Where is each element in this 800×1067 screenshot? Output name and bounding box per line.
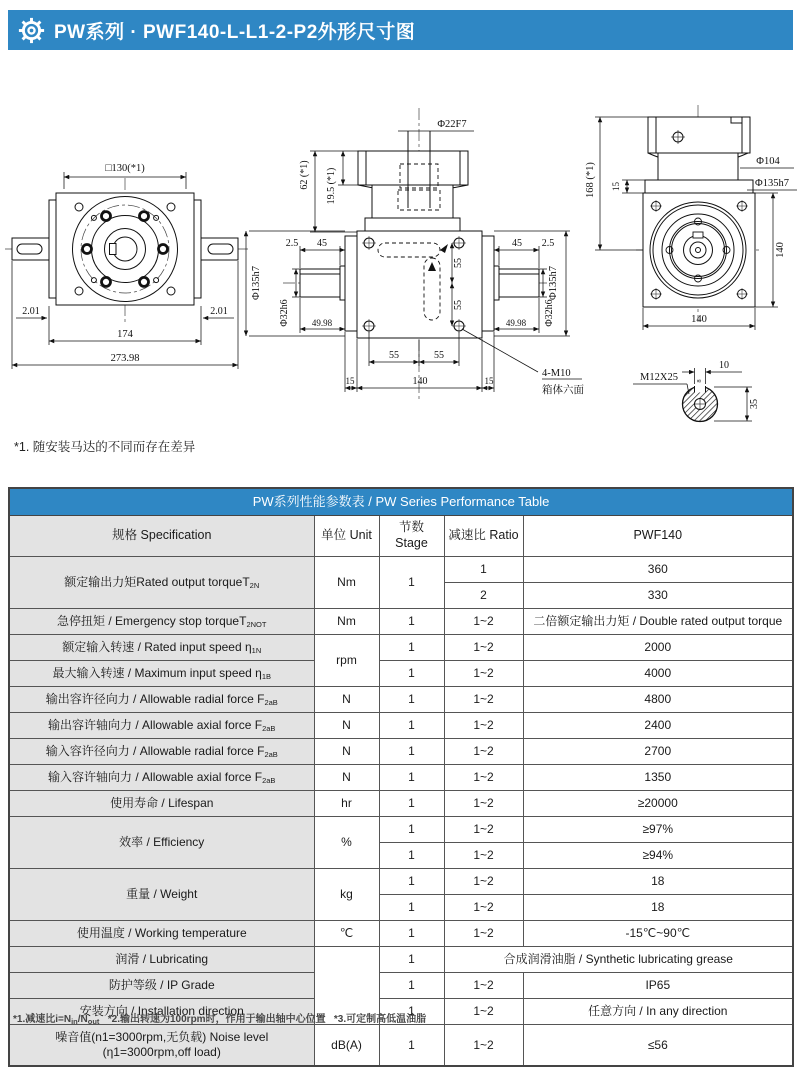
dim-label: 2.01 — [22, 306, 40, 317]
table-cell: hr — [314, 791, 379, 817]
table-cell: 1 — [379, 1025, 444, 1067]
table-row — [9, 947, 793, 973]
table-cell: 最大输入转速 / Maximum input speed $\eta_{1B}$ — [9, 661, 314, 687]
table-cell: 1 — [444, 557, 523, 583]
col-header-model: PWF140 — [523, 516, 793, 557]
dim-label: 140 — [412, 376, 428, 387]
table-row — [9, 973, 793, 999]
table-cell: 1 — [379, 635, 444, 661]
table-cell: 二倍额定输出力矩 / Double rated output torque — [523, 609, 793, 635]
table-cell: Nm — [314, 557, 379, 609]
table-cell: N — [314, 739, 379, 765]
table-row — [9, 739, 793, 765]
footnote: *1.减速比$i=N_{in}/N_{out}$ *2.输出转速为100rpm时，作用于输出轴中心位置 *3.可定制高低温油脂 — [13, 1014, 427, 1026]
table-cell: 1 — [379, 999, 444, 1025]
table-cell: 1 — [379, 765, 444, 791]
table-row — [9, 661, 793, 687]
dim-label: 35 — [749, 399, 760, 409]
dim-label: 45 — [512, 238, 522, 249]
table-row — [9, 1025, 793, 1067]
table-cell: 1 — [379, 895, 444, 921]
table-cell: 1 — [379, 557, 444, 609]
table-cell: 1~2 — [444, 687, 523, 713]
table-cell: 重量 / Weight — [9, 869, 314, 921]
table-cell: 1~2 — [444, 895, 523, 921]
dim-label: 273.98 — [110, 353, 140, 364]
page-title: PW系列 · PWF140-L-L1-2-P2外形尺寸图 — [54, 21, 416, 43]
dim-label: 168 (*1) — [585, 162, 596, 198]
table-cell: 输出容许轴向力 / Allowable axial force $F_{2aB}$ — [9, 713, 314, 739]
table-cell: 1 — [379, 739, 444, 765]
dim-label: 49.98 — [311, 318, 333, 328]
dim-label: 19.5 (*1) — [326, 167, 337, 205]
table-row — [9, 635, 793, 661]
dim-label: 55 — [453, 258, 464, 268]
table-cell: 4000 — [523, 661, 793, 687]
table-cell: 1~2 — [444, 921, 523, 947]
dim-label: 55 — [434, 350, 444, 361]
table-row — [9, 791, 793, 817]
table-cell: 1~2 — [444, 869, 523, 895]
table-cell: 润滑 / Lubricating — [9, 947, 314, 973]
table-cell: 1~2 — [444, 765, 523, 791]
table-cell: 4800 — [523, 687, 793, 713]
table-cell: N — [314, 765, 379, 791]
table-row — [9, 713, 793, 739]
table-cell: 1 — [379, 921, 444, 947]
dim-label: 4-M10 — [542, 368, 571, 379]
table-cell: 使用温度 / Working temperature — [9, 921, 314, 947]
dim-label: Φ104 — [756, 156, 780, 167]
table-cell: 额定输出力矩Rated output torqueT$_{2N}$ — [9, 557, 314, 609]
table-row — [9, 921, 793, 947]
dim-label: □130(*1) — [105, 163, 145, 174]
table-cell: 输出容许径向力 / Allowable radial force $F_{2aB}$ — [9, 687, 314, 713]
front-view — [5, 163, 250, 369]
table-cell: 1 — [379, 791, 444, 817]
table-cell: 1~2 — [444, 635, 523, 661]
table-cell: 输入容许轴向力 / Allowable axial force $F_{2aB}$ — [9, 765, 314, 791]
table-cell: 1 — [379, 713, 444, 739]
table-row — [9, 817, 793, 843]
table-cell: 1~2 — [444, 973, 523, 999]
table-cell: 18 — [523, 895, 793, 921]
drawing-note: *1. 随安装马达的不同而存在差异 — [14, 440, 196, 454]
col-header-unit: 单位 Unit — [314, 516, 379, 557]
col-header-stage: 节数 Stage — [379, 516, 444, 557]
dim-label: 174 — [117, 329, 133, 340]
table-cell: 2400 — [523, 713, 793, 739]
dim-label: 140 — [775, 242, 786, 258]
dim-label: 55 — [453, 300, 464, 310]
table-row — [9, 609, 793, 635]
dim-label: 8 — [696, 379, 703, 383]
table-cell: 噪音值(n1=3000rpm,无负载) Noise level (η1=3000rpm,off load) — [9, 1025, 314, 1067]
table-cell: 1 — [379, 869, 444, 895]
dim-label: 10 — [719, 360, 729, 371]
table-row — [9, 557, 793, 583]
table-cell: ≥94% — [523, 843, 793, 869]
dim-label: 45 — [317, 238, 327, 249]
table-cell: 额定输入转速 / Rated input speed $\eta_{1N}$ — [9, 635, 314, 661]
table-cell: 任意方向 / In any direction — [523, 999, 793, 1025]
dim-label: 49.98 — [505, 318, 527, 328]
table-cell: 1~2 — [444, 999, 523, 1025]
table-cell: 防护等级 / IP Grade — [9, 973, 314, 999]
table-cell: rpm — [314, 635, 379, 687]
dim-label: 15 — [611, 182, 621, 191]
table-cell: 合成润滑油脂 / Synthetic lubricating grease — [444, 947, 793, 973]
table-cell: 1~2 — [444, 609, 523, 635]
table-cell: % — [314, 817, 379, 869]
table-cell: 2700 — [523, 739, 793, 765]
table-row — [9, 687, 793, 713]
performance-table — [8, 487, 792, 1067]
dim-label: 2.01 — [210, 306, 228, 317]
table-cell: 1~2 — [444, 739, 523, 765]
col-header-ratio: 减速比 Ratio — [444, 516, 523, 557]
dim-label: 55 — [389, 350, 399, 361]
dim-label: 2.5 — [541, 238, 555, 249]
col-header-spec: 规格 Specification — [9, 516, 314, 557]
table-cell: 360 — [523, 557, 793, 583]
table-cell: 1 — [379, 947, 444, 973]
table-cell: 1 — [379, 843, 444, 869]
table-cell: 2000 — [523, 635, 793, 661]
table-cell: 急停扭矩 / Emergency stop torqueT$_{2NOT}$ — [9, 609, 314, 635]
table-cell: 1 — [379, 973, 444, 999]
table-title: PW系列性能参数表 / PW Series Performance Table — [9, 488, 793, 516]
table-cell: 1 — [379, 661, 444, 687]
table-cell: 1~2 — [444, 713, 523, 739]
table-cell: 1~2 — [444, 661, 523, 687]
table-cell: 1350 — [523, 765, 793, 791]
table-cell: 330 — [523, 583, 793, 609]
table-cell: 1 — [379, 609, 444, 635]
table-cell: N — [314, 713, 379, 739]
dim-label: Φ32h6 — [544, 299, 555, 327]
table-cell: 18 — [523, 869, 793, 895]
table-cell: 1~2 — [444, 1025, 523, 1067]
dim-label: 2.5 — [285, 238, 299, 249]
table-cell: 1~2 — [444, 843, 523, 869]
dimension-drawing — [0, 0, 800, 470]
table-cell: 1 — [379, 687, 444, 713]
table-cell: N — [314, 687, 379, 713]
dim-label: Φ22F7 — [437, 119, 467, 130]
dim-label: 15 — [484, 376, 494, 386]
side-view — [246, 108, 584, 400]
table-cell: dB(A) — [314, 1025, 379, 1067]
dim-label: 62 (*1) — [299, 160, 310, 190]
table-cell: 安装方向 / Installation direction — [9, 999, 314, 1025]
table-cell: 1 — [379, 817, 444, 843]
dim-label: Φ135h7 — [548, 266, 559, 300]
dim-label: Φ32h6 — [279, 299, 290, 327]
table-cell: Nm — [314, 609, 379, 635]
dim-label: 140 — [691, 314, 707, 325]
table-title-row — [9, 488, 793, 516]
table-cell: 输入容许径向力 / Allowable radial force $F_{2aB}$ — [9, 739, 314, 765]
table-row — [9, 869, 793, 895]
right-view — [585, 105, 797, 422]
table-cell: 使用寿命 / Lifespan — [9, 791, 314, 817]
table-cell: 1~2 — [444, 817, 523, 843]
table-cell: ≥20000 — [523, 791, 793, 817]
table-cell: ℃ — [314, 921, 379, 947]
table-cell: -15℃~90℃ — [523, 921, 793, 947]
dim-label: M12X25 — [640, 372, 678, 383]
table-cell: 效率 / Efficiency — [9, 817, 314, 869]
dim-label: 箱体六面 — [542, 385, 584, 396]
table-cell: 1~2 — [444, 791, 523, 817]
table-cell: 2 — [444, 583, 523, 609]
table-row — [9, 765, 793, 791]
table-header-row — [9, 516, 793, 557]
table-cell: kg — [314, 869, 379, 921]
table-cell: ≥97% — [523, 817, 793, 843]
dim-label: Φ135h7 — [755, 178, 789, 189]
table-cell: ≤56 — [523, 1025, 793, 1067]
dim-label: 15 — [345, 376, 355, 386]
dim-label: Φ135h7 — [251, 266, 262, 300]
table-cell: IP65 — [523, 973, 793, 999]
